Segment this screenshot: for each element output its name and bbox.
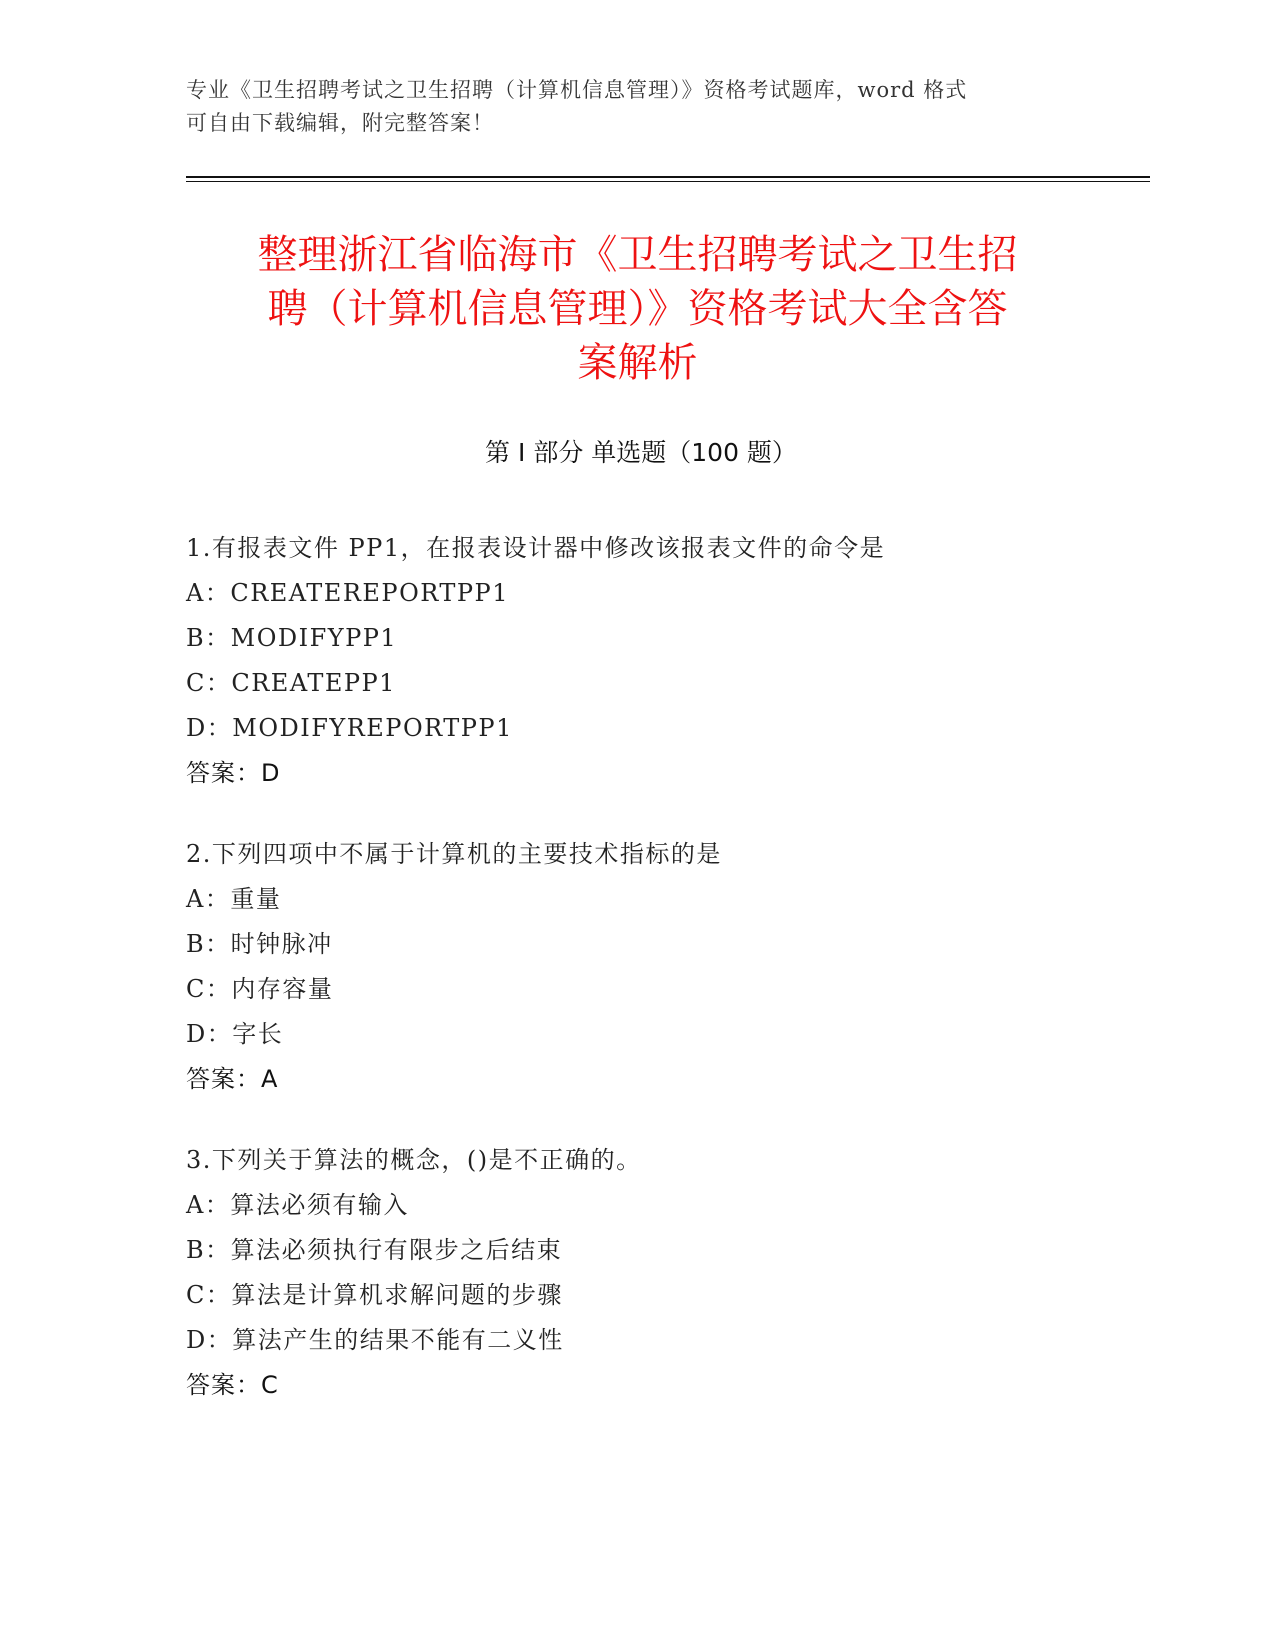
question-item xyxy=(186,1138,1126,1408)
title-line-1: 整理浙江省临海市《卫生招聘考试之卫生招 xyxy=(257,232,1018,278)
section-heading: 第 I 部分 单选题（100 题） xyxy=(485,438,797,467)
question-option-b: B：MODIFYPP1 xyxy=(186,624,398,652)
question-item xyxy=(186,832,1126,1102)
question-option-d: D：MODIFYREPORTPP1 xyxy=(186,714,513,742)
question-stem: 2.下列四项中不属于计算机的主要技术指标的是 xyxy=(186,840,722,868)
question-answer: 答案：D xyxy=(186,759,281,787)
header-note xyxy=(186,74,1066,140)
document-title xyxy=(160,228,1115,390)
question-answer: 答案：A xyxy=(186,1065,279,1093)
question-stem: 1.有报表文件 PP1，在报表设计器中修改该报表文件的命令是 xyxy=(186,534,886,562)
header-divider-thin xyxy=(186,181,1150,182)
question-option-c: C：内存容量 xyxy=(186,975,334,1003)
question-stem: 3.下列关于算法的概念，()是不正确的。 xyxy=(186,1146,642,1174)
question-option-b: B：算法必须执行有限步之后结束 xyxy=(186,1236,563,1264)
title-line-3: 案解析 xyxy=(577,340,698,386)
question-answer: 答案：C xyxy=(186,1371,279,1399)
question-option-a: A：算法必须有输入 xyxy=(186,1191,409,1219)
header-note-line-2: 可自由下载编辑，附完整答案！ xyxy=(186,111,494,135)
question-option-c: C：CREATEPP1 xyxy=(186,669,396,697)
question-option-c: C：算法是计算机求解问题的步骤 xyxy=(186,1281,563,1309)
question-list xyxy=(186,526,1126,1444)
header-divider-thick xyxy=(186,176,1150,178)
question-item xyxy=(186,526,1126,796)
question-option-b: B：时钟脉冲 xyxy=(186,930,333,958)
question-option-d: D：字长 xyxy=(186,1020,284,1048)
question-option-a: A：CREATEREPORTPP1 xyxy=(186,579,509,607)
header-note-line-1: 专业《卫生招聘考试之卫生招聘（计算机信息管理）》资格考试题库，word 格式 xyxy=(186,78,968,102)
question-option-d: D：算法产生的结果不能有二义性 xyxy=(186,1326,564,1354)
question-option-a: A：重量 xyxy=(186,885,282,913)
title-line-2: 聘（计算机信息管理）》资格考试大全含答 xyxy=(267,286,1008,332)
